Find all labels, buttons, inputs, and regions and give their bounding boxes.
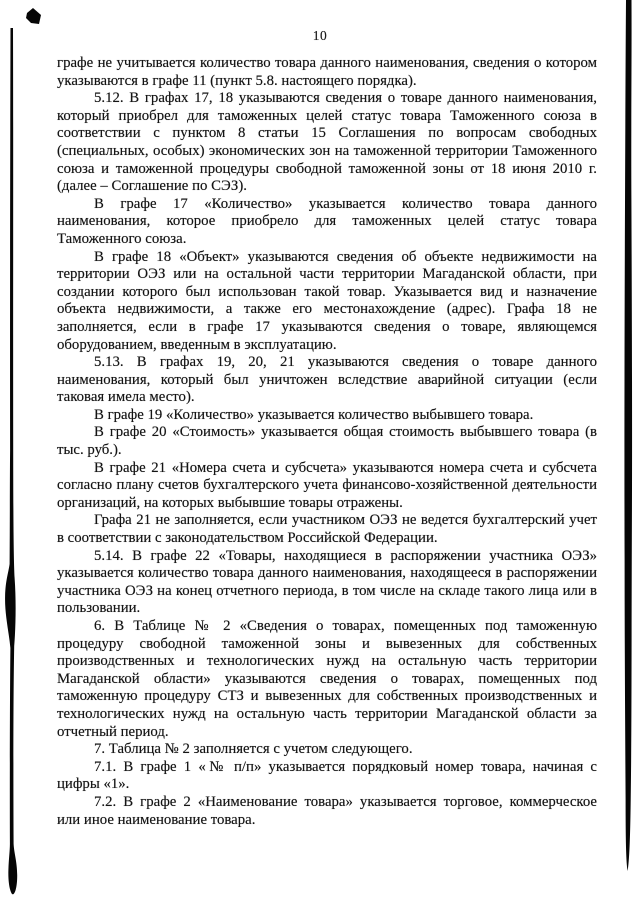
scan-artifact-left-edge (5, 28, 17, 894)
scan-artifact-top-left-mark (26, 8, 41, 24)
paragraph: В графе 19 «Количество» указывается количество выбывшего товара. (94, 406, 534, 423)
paragraph: В графе 21 «Номера счета и субсчета» указываются номера счета и субсчета согласно плану счетов бухгалтерского учета финансово-хозяйственной деятельности организаций, на которых выбывшие товары отражены. (57, 459, 597, 511)
paragraph: 5.14. В графе 22 «Товары, находящиеся в распоряжении участника ОЭЗ» указывается количество товара данного наименования, находящееся в распоряжении участника ОЭЗ на конец отчетного периода, в том числе на складе такого лица или в пользовании. (57, 547, 597, 617)
scan-artifact-right-edge (624, 0, 632, 871)
paragraph: 7. Таблица № 2 заполняется с учетом следующего. (94, 741, 413, 758)
paragraph: 7.2. В графе 2 «Наименование товара» указывается торговое, коммерческое или иное наименование товара. (57, 793, 597, 828)
paragraph: 6. В Таблице № 2 «Сведения о товарах, помещенных под таможенную процедуру свободной таможенной зоны и вывезенных для собственных производственных и технологических нужд на остальную часть территории Магаданской области» указываются сведения о товарах, помещенных под таможенную процедуру СТЗ и вывезенных для собственных производственных и технологических нужд на остальную часть территории Магаданской области за отчетный период. (57, 618, 597, 740)
paragraph: 7.1. В графе 1 «№ п/п» указывается порядковый номер товара, начиная с цифры «1». (57, 758, 597, 793)
paragraph: В графе 18 «Объект» указываются сведения об объекте недвижимости на территории ОЭЗ или на остальной части территории Магаданской области, при создании которого был использован такой товар. Указывается вид и назначение объекта недвижимости, а также его местонахождение (адрес). Графа 18 не заполняется, если в графе 17 указываются сведения о товаре, являющемся оборудованием, введенным в эксплуатацию. (57, 248, 597, 353)
page-number: 10 (312, 28, 328, 43)
paragraph: В графе 20 «Стоимость» указывается общая стоимость выбывшего товара (в тыс. руб.). (57, 424, 597, 459)
paragraph: 5.13. В графах 19, 20, 21 указываются сведения о товаре данного наименования, который был уничтожен вследствие аварийной ситуации (если таковая имела место). (57, 354, 597, 406)
body-text (57, 55, 597, 829)
paragraph: 5.12. В графах 17, 18 указываются сведения о товаре данного наименования, который приобрел для таможенных целей статус товара Таможенного союза в соответствии с пунктом 8 статьи 15 Соглашения по вопросам свободных (специальных, особых) экономических зон на таможенной территории Таможенного союза и таможенной процедуры свободной таможенной зоны от 18 июня 2010 г. (далее – Соглашение по СЭЗ). (57, 90, 597, 195)
paragraph: графе не учитывается количество товара данного наименования, сведения о котором указываются в графе 11 (пункт 5.8. настоящего порядка). (57, 55, 597, 89)
paragraph: Графа 21 не заполняется, если участником ОЭЗ не ведется бухгалтерский учет в соответствии с законодательством Российской Федерации. (57, 512, 597, 547)
paragraph: В графе 17 «Количество» указывается количество товара данного наименования, которое приобрело для таможенных целей статус товара Таможенного союза. (57, 195, 597, 247)
